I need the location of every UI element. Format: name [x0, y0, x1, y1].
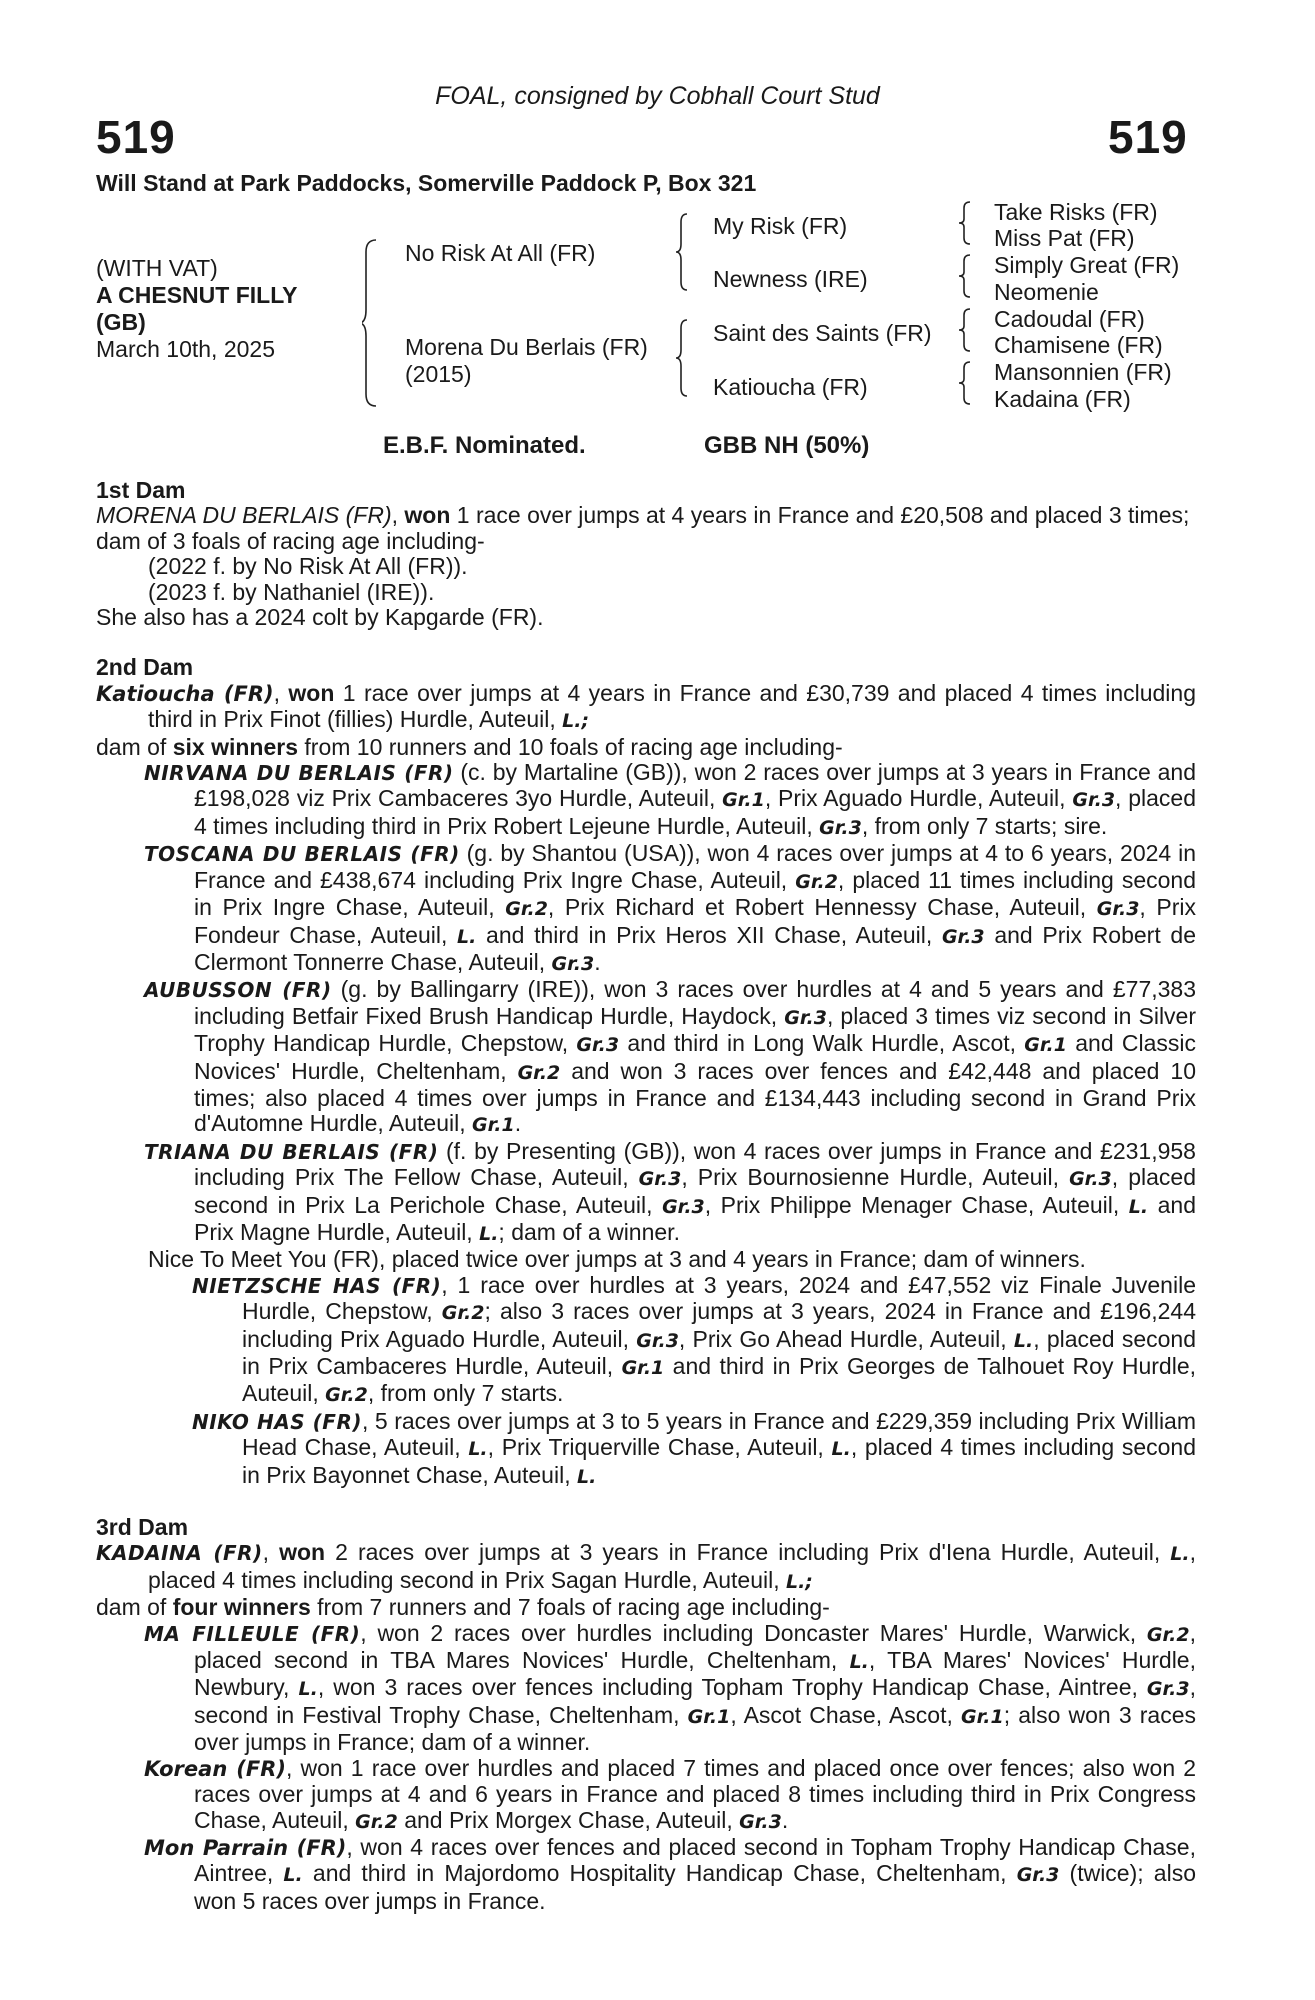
progeny-text: (twice); also won 5 races over jumps in France.: [194, 1860, 1196, 1914]
won-label: won: [288, 679, 335, 706]
grade-3: Gr.3: [1146, 1678, 1190, 1701]
progeny-text: (f. by Presenting (GB)), won 4 races over jumps in France and £231,958 including Prix The Fellow Chase, Auteuil,: [194, 1137, 1196, 1191]
vat-label: (WITH VAT): [96, 255, 218, 281]
first-dam-produce: dam of 3 foals of racing age including-: [96, 527, 485, 554]
dam-name: Morena Du Berlais (FR): [405, 334, 648, 360]
pedigree-brace-dam: [673, 318, 693, 398]
grade-3: Gr.3: [551, 952, 595, 975]
sire-name: No Risk At All (FR): [405, 240, 596, 266]
progeny-name: NIRVANA DU BERLAIS (FR): [144, 761, 454, 786]
winners-count: six winners: [172, 733, 298, 760]
lot-title: A CHESNUT FILLY: [96, 282, 298, 308]
grade-3: Gr.3: [662, 1195, 705, 1218]
progeny-name: MA FILLEULE (FR): [144, 1621, 361, 1646]
first-dam-text: 1 race over jumps at 4 years in France and £20,508 and placed 3 times;: [450, 502, 1190, 529]
progeny-name: Mon Parrain (FR): [144, 1835, 347, 1860]
progeny-text: (g. by Shantou (USA)), won 4 races over jumps at 4 to 6 years, 2024 in France and £438,674 including Prix Ingre Chase, Auteuil,: [194, 840, 1196, 893]
progeny-text: , Prix Fondeur Chase, Auteuil,: [194, 894, 1197, 948]
progeny-text: , second in Festival Trophy Chase, Cheltenham,: [194, 1674, 1197, 1728]
grade-1: Gr.1: [472, 1114, 515, 1137]
progeny-text: , Prix Aguado Hurdle, Auteuil,: [764, 785, 1073, 812]
first-dam-also: She also has a 2024 colt by Kapgarde (FR).: [96, 604, 544, 631]
progeny-text: , placed 4 times including second in Prix Bayonnet Chase, Auteuil,: [242, 1434, 1197, 1488]
third-dam-text: , placed 4 times including second in Prix Sagan Hurdle, Auteuil,: [148, 1539, 1196, 1593]
progeny-text: , placed second in Prix La Perichole Chase, Auteuil,: [194, 1164, 1196, 1218]
punctuation: .: [781, 1806, 789, 1833]
progeny-text: and Classic Novices' Hurdle, Cheltenham,: [194, 1030, 1196, 1084]
progeny-entry: [96, 1756, 1196, 1835]
grade-3: Gr.3: [1096, 898, 1140, 921]
progeny-text: , placed second in TBA Mares Novices' Hurdle, Cheltenham,: [194, 1619, 1196, 1674]
progeny-entry: [96, 1621, 1196, 1756]
second-dam-produce: [96, 735, 1196, 760]
progeny-text: , 5 races over jumps at 3 to 5 years in France and £229,359 including Prix William Head Chase, Auteuil,: [242, 1407, 1196, 1461]
grand-progeny-entry: [96, 1273, 1196, 1409]
progeny-text: and third in Prix Georges de Talhouet Roy Hurdle, Auteuil,: [242, 1353, 1197, 1407]
progeny-text: , Prix Go Ahead Hurdle, Auteuil,: [678, 1325, 1014, 1352]
progeny-text: , won 1 race over hurdles and placed 7 times and placed once over fences; also won 2 races over jumps at 4 and 6 years in France and placed 8 times including third in Prix Congress Chase, Auteuil,: [194, 1754, 1197, 1833]
progeny-text: , placed second in Prix Cambaceres Hurdle, Auteuil,: [242, 1325, 1196, 1379]
third-dam-heading: 3rd Dam: [96, 1514, 189, 1541]
first-dam-foal: (2023 f. by Nathaniel (IRE)).: [148, 578, 435, 605]
grade-1: Gr.1: [687, 1705, 731, 1728]
grade-listed: L.: [1170, 1543, 1190, 1566]
second-dam-record: Katioucha (FR), won 1 race over jumps at 4 years in France and £30,739 and placed 4 times including third in Prix Finot (fillies) Hurdle, Auteuil, L.;: [96, 679, 1197, 733]
progeny-text: , Ascot Chase, Ascot,: [730, 1701, 961, 1728]
pedigree-g3: Simply Great (FR): [994, 252, 1180, 278]
grade-listed: L.: [1128, 1195, 1149, 1218]
third-dam-text: 2 races over jumps at 3 years in France including Prix d'Iena Hurdle, Auteuil,: [325, 1539, 1171, 1566]
produce-text: dam of: [96, 1594, 173, 1621]
second-dam-text: 1 race over jumps at 4 years in France and £30,739 and placed 4 times including third in Prix Finot (fillies) Hurdle, Auteuil,: [148, 679, 1197, 733]
stand-location: Will Stand at Park Paddocks, Somerville Paddock P, Box 321: [96, 170, 757, 196]
won-label: won: [404, 502, 451, 529]
progeny-name: Korean (FR): [144, 1756, 287, 1781]
progeny-text: (c. by Martaline (GB)), won 2 races over jumps at 3 years in France and £198,028 viz Prix Cambaceres 3yo Hurdle, Auteuil,: [194, 759, 1196, 812]
grade-3: Gr.3: [941, 925, 985, 948]
sire-sire-name: My Risk (FR): [713, 213, 848, 239]
produce-text: from 7 runners and 7 foals of racing age including-: [310, 1594, 830, 1621]
third-dam-name: KADAINA (FR): [96, 1541, 263, 1566]
pedigree-g7: Mansonnien (FR): [994, 359, 1172, 385]
pedigree-brace-sire: [673, 212, 693, 292]
family-details: [96, 478, 1196, 1914]
progeny-text: , 1 race over hurdles at 3 years, 2024 and £47,552 viz Finale Juvenile Hurdle, Chepstow,: [242, 1271, 1196, 1325]
lot-number-right: 519: [1108, 111, 1188, 163]
grade-listed: L.;: [562, 710, 590, 733]
grade-listed: L.: [849, 1651, 869, 1674]
grade-listed: L.: [468, 1438, 488, 1461]
progeny-text: , TBA Mares' Novices' Hurdle, Newbury,: [194, 1647, 1196, 1701]
grade-1: Gr.1: [621, 1357, 665, 1379]
progeny-text: , won 3 races over fences including Topham Trophy Handicap Chase, Aintree,: [317, 1674, 1147, 1701]
first-dam-record: MORENA DU BERLAIS (FR), won 1 race over jumps at 4 years in France and £20,508 and placed 3 times;: [96, 502, 1190, 529]
grade-3: Gr.3: [1072, 789, 1116, 812]
progeny-text: , placed 11 times including second in Prix Ingre Chase, Auteuil,: [194, 866, 1196, 921]
grade-2: Gr.2: [441, 1302, 485, 1325]
progeny-text: and third in Prix Heros XII Chase, Auteuil,: [476, 921, 942, 948]
progeny-text: , won 2 races over hurdles including Doncaster Mares' Hurdle, Warwick,: [360, 1619, 1147, 1646]
progeny-text: (g. by Ballingarry (IRE)), won 3 races over hurdles at 4 and 5 years and £77,383 including Betfair Fixed Brush Handicap Hurdle, Haydock,: [194, 976, 1196, 1029]
pedigree-g1: Take Risks (FR): [994, 199, 1158, 225]
progeny-text: ; also won 3 races over jumps in France; dam of a winner.: [194, 1701, 1196, 1756]
pedigree-brace-g3: [956, 307, 976, 353]
pedigree-g2: Miss Pat (FR): [994, 225, 1135, 251]
grade-2: Gr.2: [325, 1384, 368, 1407]
gbb-nomination: GBB NH (50%): [704, 432, 870, 459]
progeny-text: and won 3 races over fences and £42,448 and placed 10 times; also placed 4 times over jumps in France and £134,443 including second in Grand Prix d'Automne Hurdle, Auteuil,: [194, 1057, 1196, 1137]
third-dam-record: KADAINA (FR), won 2 races over jumps at 3 years in France including Prix d'Iena Hurdle, Auteuil, L., placed 4 times including second in Prix Sagan Hurdle, Auteuil, L.;: [96, 1539, 1196, 1593]
progeny-text: and Prix Morgex Chase, Auteuil,: [397, 1806, 740, 1833]
second-dam-heading: 2nd Dam: [96, 654, 194, 681]
progeny-name: TOSCANA DU BERLAIS (FR): [144, 842, 460, 867]
progeny-entry: [96, 1139, 1196, 1248]
grade-2: Gr.2: [355, 1810, 398, 1833]
ebf-nomination: E.B.F. Nominated.: [383, 432, 586, 459]
produce-text: dam of: [96, 733, 173, 760]
produce-text: from 10 runners and 10 foals of racing age including-: [298, 733, 843, 760]
winners-count: four winners: [172, 1594, 311, 1621]
grade-3: Gr.3: [1016, 1864, 1060, 1887]
foaling-date: March 10th, 2025: [96, 336, 276, 362]
dam-dam-name: Katioucha (FR): [713, 374, 868, 400]
pedigree-brace-g1: [956, 200, 976, 246]
grade-2: Gr.2: [517, 1061, 561, 1084]
pedigree-g6: Chamisene (FR): [994, 332, 1163, 358]
progeny-text: , Prix Richard et Robert Hennessy Chase, Auteuil,: [547, 894, 1097, 921]
grade-3: Gr.3: [1069, 1168, 1112, 1191]
progeny-text: and third in Long Walk Hurdle, Ascot,: [619, 1030, 1025, 1057]
lot-number-left: 519: [96, 111, 176, 163]
progeny-entry: [96, 841, 1196, 977]
grand-progeny-entry: [96, 1409, 1196, 1490]
pedigree-brace-g4: [956, 360, 976, 406]
won-label: won: [279, 1539, 326, 1566]
first-dam-name: MORENA DU BERLAIS (FR): [96, 502, 392, 529]
progeny-text: , Prix Bournosienne Hurdle, Auteuil,: [681, 1164, 1070, 1191]
grade-listed: L.: [457, 925, 477, 948]
lot-info: [96, 255, 297, 363]
grade-2: Gr.2: [1146, 1623, 1190, 1646]
progeny-text: and third in Majordomo Hospitality Handicap Chase, Cheltenham,: [302, 1860, 1017, 1887]
grade-listed: L.: [298, 1678, 318, 1701]
progeny-text: , from only 7 starts.: [367, 1380, 564, 1407]
sire-dam-name: Newness (IRE): [713, 266, 868, 292]
grade-3: Gr.3: [638, 1168, 682, 1191]
grade-3: Gr.3: [739, 1810, 782, 1833]
progeny-text: , placed 3 times viz second in Silver Trophy Handicap Hurdle, Chepstow,: [194, 1002, 1197, 1057]
progeny-name: NIKO HAS (FR): [192, 1409, 363, 1434]
grade-3: Gr.3: [784, 1006, 827, 1029]
pedigree-brace-main: [362, 238, 382, 408]
grade-3: Gr.3: [819, 816, 862, 839]
grade-listed: L.: [479, 1222, 499, 1245]
progeny-text: ; dam of a winner.: [498, 1218, 680, 1245]
grade-2: Gr.2: [505, 898, 548, 921]
third-dam-produce: [96, 1595, 1196, 1620]
progeny-text: and Prix Magne Hurdle, Auteuil,: [194, 1191, 1196, 1245]
lot-title-country: (GB): [96, 309, 146, 335]
punctuation: .: [514, 1110, 522, 1137]
progeny-entry: Nice To Meet You (FR), placed twice over jumps at 3 and 4 years in France; dam of winners.: [148, 1246, 1086, 1273]
dam-sire-name: Saint des Saints (FR): [713, 320, 932, 346]
progeny-entry: [96, 760, 1196, 841]
pedigree-g8: Kadaina (FR): [994, 386, 1131, 412]
first-dam-foal: (2022 f. by No Risk At All (FR)).: [148, 553, 468, 580]
grade-3: Gr.3: [576, 1034, 620, 1057]
grade-listed: L.: [831, 1438, 851, 1461]
grade-listed: L.;: [785, 1570, 813, 1593]
grade-listed: L.: [576, 1465, 597, 1488]
progeny-text: , from only 7 starts; sire.: [861, 812, 1108, 839]
pedigree-g5: Cadoudal (FR): [994, 306, 1145, 332]
progeny-text: , placed 4 times including third in Prix Robert Lejeune Hurdle, Auteuil,: [194, 785, 1196, 839]
punctuation: .: [594, 948, 601, 975]
grade-listed: L.: [283, 1864, 303, 1887]
pedigree-g4: Neomenie: [994, 279, 1099, 305]
progeny-name: TRIANA DU BERLAIS (FR): [144, 1139, 439, 1164]
grade-2: Gr.2: [795, 870, 838, 893]
progeny-text: , Prix Philippe Menager Chase, Auteuil,: [704, 1191, 1129, 1218]
grade-listed: L.: [1013, 1329, 1034, 1352]
progeny-text: ; also 3 races over jumps at 3 years, 2024 in France and £196,244 including Prix Aguado Hurdle, Auteuil,: [242, 1298, 1197, 1352]
progeny-entry: [96, 1835, 1196, 1914]
grade-1: Gr.1: [961, 1705, 1004, 1728]
progeny-text: and Prix Robert de Clermont Tonnerre Chase, Auteuil,: [194, 921, 1196, 975]
dam-year: (2015): [405, 361, 472, 387]
pedigree-brace-g2: [956, 253, 976, 299]
progeny-text: , won 4 races over fences and placed second in Topham Trophy Handicap Chase, Aintree,: [194, 1833, 1196, 1887]
grade-3: Gr.3: [636, 1329, 679, 1352]
progeny-name: AUBUSSON (FR): [144, 978, 332, 1003]
grade-1: Gr.1: [722, 789, 765, 812]
progeny-text: , Prix Triquerville Chase, Auteuil,: [487, 1434, 832, 1461]
grade-1: Gr.1: [1024, 1034, 1067, 1057]
progeny-entry: [96, 977, 1196, 1138]
second-dam-name: Katioucha (FR): [96, 681, 274, 706]
consignor-line: FOAL, consigned by Cobhall Court Stud: [435, 82, 880, 110]
first-dam-heading: 1st Dam: [96, 477, 186, 503]
progeny-name: NIETZSCHE HAS (FR): [192, 1273, 442, 1298]
